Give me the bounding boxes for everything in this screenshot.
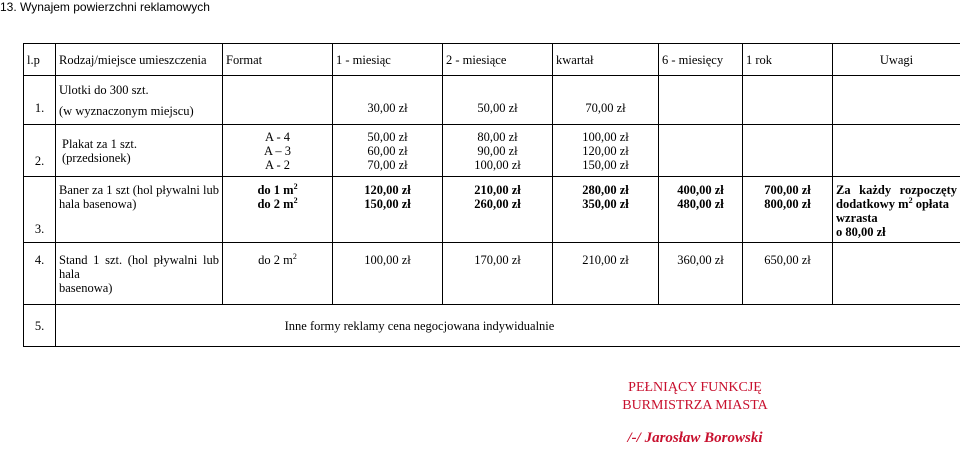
header-2-months: 2 - miesiące [443, 44, 553, 76]
price-1-month: 30,00 zł [333, 76, 443, 125]
price-value: 260,00 zł [474, 197, 521, 211]
price-year [743, 76, 833, 125]
table-row [24, 76, 960, 125]
format-cell [223, 177, 333, 243]
price-2-months: 50,00 zł [443, 76, 553, 125]
header-1-month: 1 - miesiąc [333, 44, 443, 76]
notes-cell [833, 125, 960, 177]
note-line: o 80,00 zł [836, 225, 886, 239]
header-6-months: 6 - miesięcy [659, 44, 743, 76]
signature-title-line-1: PEŁNIĄCY FUNKCJĘ [628, 380, 762, 395]
row-description [56, 76, 223, 125]
header-notes: Uwagi [833, 44, 960, 76]
price-value: 700,00 zł [764, 183, 811, 197]
price-value: 800,00 zł [764, 197, 811, 211]
price-value: 60,00 zł [367, 143, 408, 158]
format-cell [223, 125, 333, 177]
signature-title-line-2: BURMISTRZA MIASTA [622, 398, 768, 413]
notes-cell [833, 243, 960, 305]
price-year: 650,00 zł [743, 243, 833, 305]
notes-cell [833, 177, 960, 243]
price-year [743, 177, 833, 243]
price-1-month: 100,00 zł [333, 243, 443, 305]
price-6-months [659, 177, 743, 243]
pricing-table [23, 43, 960, 347]
price-value: 480,00 zł [677, 197, 724, 211]
table-row [24, 243, 960, 305]
price-value: 210,00 zł [474, 183, 521, 197]
header-kind: Rodzaj/miejsce umieszczenia [56, 44, 223, 76]
price-quarter: 70,00 zł [553, 76, 659, 125]
notes-cell [833, 76, 960, 125]
price-value: 120,00 zł [364, 183, 411, 197]
row-number: 1. [24, 76, 56, 125]
price-6-months [659, 76, 743, 125]
section-heading: 13. Wynajem powierzchni reklamowych [0, 0, 210, 14]
description-line: Baner za 1 szt (hol pływalni lub [59, 183, 219, 197]
table-row [24, 177, 960, 243]
description-line: Plakat za 1 szt. [62, 136, 137, 151]
price-quarter [553, 125, 659, 177]
row-number: 5. [24, 305, 56, 347]
price-value: 100,00 zł [582, 129, 629, 144]
header-row [24, 44, 960, 76]
description-line: hala basenowa) [59, 197, 137, 211]
price-year [743, 125, 833, 177]
price-value: 150,00 zł [364, 197, 411, 211]
price-value: 350,00 zł [582, 197, 629, 211]
price-6-months [659, 125, 743, 177]
price-value: 80,00 zł [477, 129, 518, 144]
format-value: do 1 $m^2$ [257, 181, 298, 197]
note-line: Za każdy rozpoczęty [836, 183, 957, 197]
other-forms-text: Inne formy reklamy cena negocjowana indywidualnie [56, 305, 960, 347]
description-line: (przedsionek) [62, 150, 131, 165]
price-value: 280,00 zł [582, 183, 629, 197]
format-value: A – 3 [263, 143, 292, 158]
signature-name: /-/ Jarosław Borowski [627, 430, 763, 446]
price-value: 120,00 zł [582, 143, 629, 158]
price-value: 150,00 zł [582, 157, 629, 172]
format-cell: do 2 $m^2$ [223, 243, 333, 305]
price-2-months [443, 177, 553, 243]
header-format: Format [223, 44, 333, 76]
row-description [56, 125, 223, 177]
row-description [56, 177, 223, 243]
price-2-months: 170,00 zł [443, 243, 553, 305]
price-quarter [553, 177, 659, 243]
table-row [24, 305, 960, 347]
row-number: 4. [24, 243, 56, 305]
price-value: 50,00 zł [367, 129, 408, 144]
format-cell [223, 76, 333, 125]
description-line: Stand 1 szt. (hol pływalni lub hala [59, 253, 219, 281]
row-number: 2. [24, 125, 56, 177]
price-value: 400,00 zł [677, 183, 724, 197]
header-quarter: kwartał [553, 44, 659, 76]
price-value: 90,00 zł [477, 143, 518, 158]
price-1-month [333, 125, 443, 177]
price-value: 70,00 zł [367, 157, 408, 172]
header-year: 1 rok [743, 44, 833, 76]
price-2-months [443, 125, 553, 177]
row-number: 3. [24, 177, 56, 243]
note-line: dodatkowy $m^2$ opłata wzrasta [836, 195, 950, 225]
row-description [56, 243, 223, 305]
price-6-months: 360,00 zł [659, 243, 743, 305]
description-line: Ulotki do 300 szt. [59, 82, 149, 97]
format-value: A - 2 [265, 157, 290, 172]
format-value: do 2 $m^2$ [257, 195, 298, 211]
description-line: basenowa) [59, 281, 113, 295]
header-lp: l.p [24, 44, 56, 76]
price-quarter: 210,00 zł [553, 243, 659, 305]
price-value: 100,00 zł [474, 157, 521, 172]
table-row [24, 125, 960, 177]
price-1-month [333, 177, 443, 243]
description-line: (w wyznaczonym miejscu) [59, 103, 194, 118]
format-value: A - 4 [265, 129, 290, 144]
